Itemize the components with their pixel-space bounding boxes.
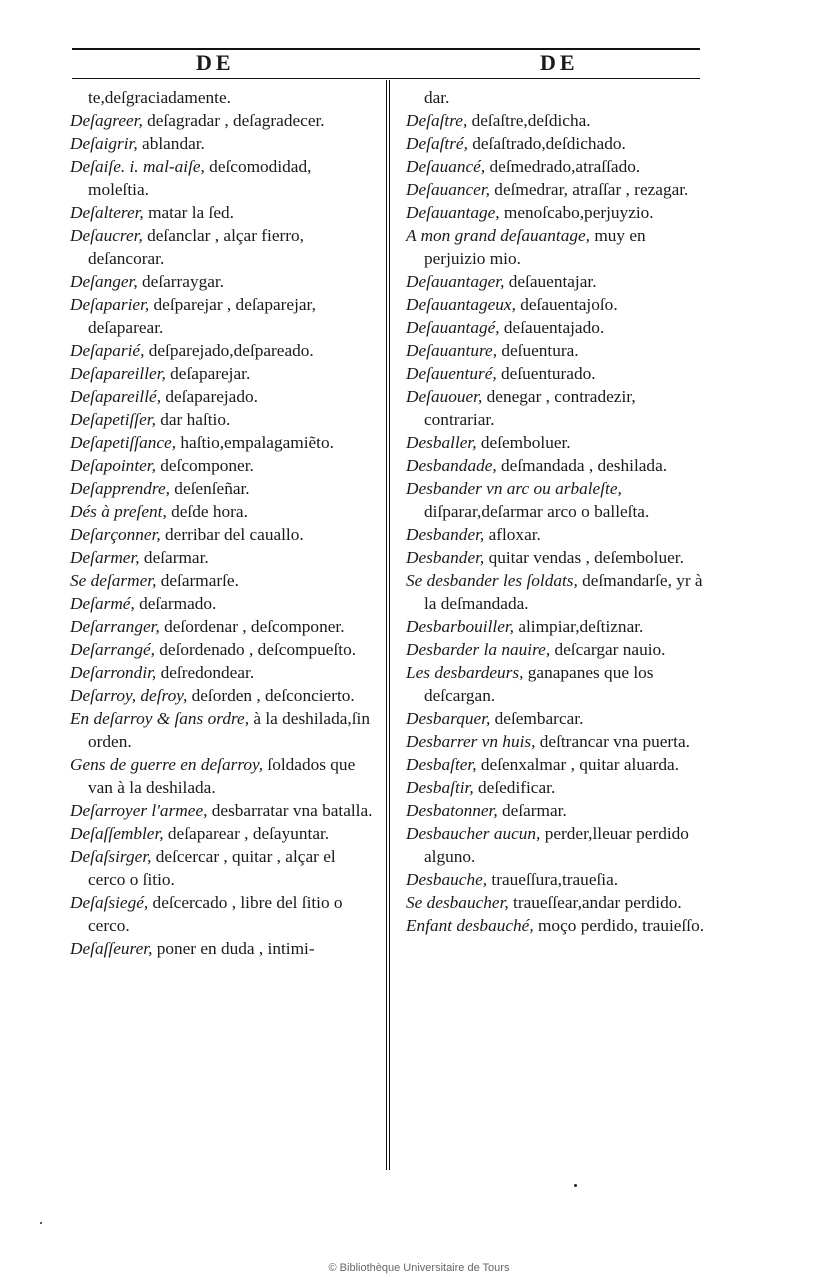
dictionary-entry bbox=[70, 155, 375, 201]
headword: Deſauancer, bbox=[406, 180, 490, 199]
definition: deſarmarſe. bbox=[156, 571, 239, 590]
definition: matar la ſed. bbox=[143, 203, 234, 222]
headword: Deſalterer, bbox=[70, 203, 144, 222]
dictionary-entry bbox=[70, 661, 375, 684]
definition: dar haſtio. bbox=[155, 410, 231, 429]
definition: te,deſgraciadamente. bbox=[88, 88, 231, 107]
definition: deſaparear , deſayuntar. bbox=[163, 824, 330, 843]
dictionary-entry bbox=[406, 477, 709, 523]
dictionary-entry bbox=[406, 132, 709, 155]
headword: Deſauantagé, bbox=[406, 318, 500, 337]
headword: Deſaucrer, bbox=[70, 226, 143, 245]
definition: alimpiar,deſtiznar. bbox=[514, 617, 644, 636]
definition: deſembarcar. bbox=[490, 709, 584, 728]
dictionary-entry bbox=[70, 224, 375, 270]
definition: deſparejar , deſaparejar, deſaparear. bbox=[88, 295, 316, 337]
dictionary-entry bbox=[70, 638, 375, 661]
dictionary-entry bbox=[70, 569, 375, 592]
definition: desbarratar vna batalla. bbox=[207, 801, 373, 820]
headword: Deſarrondir, bbox=[70, 663, 157, 682]
definition: deſarmar. bbox=[139, 548, 209, 567]
ink-speck bbox=[40, 1222, 42, 1224]
dictionary-entry bbox=[70, 799, 375, 822]
headword: Deſarranger, bbox=[70, 617, 160, 636]
headword: Desbatonner, bbox=[406, 801, 498, 820]
headword: Desbarrer vn huis, bbox=[406, 732, 536, 751]
definition: à la deshilada,ſin orden. bbox=[88, 709, 370, 751]
headword: Se desbander les ſoldats, bbox=[406, 571, 578, 590]
dictionary-entry bbox=[406, 454, 709, 477]
definition: deſarmar. bbox=[497, 801, 567, 820]
definition: deſaſtrado,deſdichado. bbox=[467, 134, 626, 153]
dictionary-entry bbox=[70, 132, 375, 155]
definition: dar. bbox=[424, 88, 450, 107]
headword: Desballer, bbox=[406, 433, 477, 452]
right-column bbox=[406, 86, 709, 937]
dictionary-entry bbox=[70, 270, 375, 293]
headword: Desbaſtir, bbox=[406, 778, 474, 797]
headword: Deſaſtré, bbox=[406, 134, 468, 153]
dictionary-entry bbox=[70, 339, 375, 362]
dictionary-entry bbox=[70, 431, 375, 454]
headword: En deſarroy & ſans ordre, bbox=[70, 709, 250, 728]
definition: deſanclar , alçar fierro, deſancorar. bbox=[88, 226, 304, 268]
definition: afloxar. bbox=[484, 525, 541, 544]
dictionary-entry bbox=[70, 86, 375, 109]
dictionary-entry bbox=[406, 201, 709, 224]
definition: haſtio,empalagamiẽto. bbox=[176, 433, 334, 452]
headword: Se deſarmer, bbox=[70, 571, 157, 590]
headword: Deſaiſe. i. mal-aiſe, bbox=[70, 157, 205, 176]
dictionary-entry bbox=[70, 707, 375, 753]
dictionary-entry bbox=[406, 868, 709, 891]
definition: deſarraygar. bbox=[137, 272, 225, 291]
headword: Deſarroyer l'armee, bbox=[70, 801, 208, 820]
dictionary-entry bbox=[70, 753, 375, 799]
dictionary-entry bbox=[406, 707, 709, 730]
definition: deſcercado , libre del ſitio o cerco. bbox=[88, 893, 343, 935]
headword: Deſapprendre, bbox=[70, 479, 170, 498]
dictionary-entry bbox=[70, 454, 375, 477]
headword: Les desbardeurs, bbox=[406, 663, 524, 682]
headword: Desbaucher aucun, bbox=[406, 824, 541, 843]
definition: traueſſura,traueſia. bbox=[487, 870, 619, 889]
headword: Deſauancé, bbox=[406, 157, 486, 176]
dictionary-entry bbox=[406, 914, 709, 937]
headword: Deſaſsirger, bbox=[70, 847, 152, 866]
definition: ſoldados que van à la deshilada. bbox=[88, 755, 356, 797]
headword: Deſapareillé, bbox=[70, 387, 162, 406]
definition: deſauentajado. bbox=[499, 318, 605, 337]
definition: ablandar. bbox=[137, 134, 205, 153]
dictionary-entry bbox=[70, 500, 375, 523]
headword: Dés à preſent, bbox=[70, 502, 167, 521]
headword: Desbander vn arc ou arbaleſte, bbox=[406, 479, 622, 498]
headword: Deſauanture, bbox=[406, 341, 498, 360]
headword: Desbander, bbox=[406, 525, 485, 544]
dictionary-entry bbox=[70, 891, 375, 937]
headword: Deſauantager, bbox=[406, 272, 505, 291]
definition: deſarmado. bbox=[134, 594, 217, 613]
headword: Deſauenturé, bbox=[406, 364, 497, 383]
dictionary-entry bbox=[70, 385, 375, 408]
dictionary-entry bbox=[406, 569, 709, 615]
definition: deſaparejar. bbox=[165, 364, 251, 383]
definition: deſauentajoſo. bbox=[515, 295, 618, 314]
dictionary-entry bbox=[406, 546, 709, 569]
definition: poner en duda , intimi- bbox=[152, 939, 315, 958]
definition: deſagradar , deſagradecer. bbox=[142, 111, 325, 130]
headword: Deſagreer, bbox=[70, 111, 143, 130]
definition: deſuenturado. bbox=[496, 364, 596, 383]
definition: diſparar,deſarmar arco o balleſta. bbox=[424, 502, 650, 521]
dictionary-entry bbox=[70, 293, 375, 339]
headword: Enfant desbauché, bbox=[406, 916, 534, 935]
headword: Deſaſſembler, bbox=[70, 824, 164, 843]
left-column bbox=[70, 86, 375, 960]
headword: Deſaſtre, bbox=[406, 111, 468, 130]
definition: deſedificar. bbox=[473, 778, 556, 797]
definition: muy en perjuizio mio. bbox=[424, 226, 646, 268]
dictionary-entry bbox=[406, 753, 709, 776]
headword: Se desbaucher, bbox=[406, 893, 509, 912]
definition: deſde hora. bbox=[166, 502, 248, 521]
dictionary-entry bbox=[406, 799, 709, 822]
definition: deſuentura. bbox=[497, 341, 579, 360]
dictionary-entry bbox=[406, 615, 709, 638]
dictionary-entry bbox=[406, 385, 709, 431]
dictionary-entry bbox=[406, 178, 709, 201]
dictionary-entry bbox=[70, 615, 375, 638]
dictionary-entry bbox=[70, 408, 375, 431]
definition: deſaparejado. bbox=[161, 387, 258, 406]
headword: Deſapareiller, bbox=[70, 364, 166, 383]
dictionary-entry bbox=[70, 822, 375, 845]
dictionary-entry bbox=[406, 822, 709, 868]
headword: Desbarbouiller, bbox=[406, 617, 515, 636]
dictionary-entry bbox=[406, 638, 709, 661]
dictionary-entry bbox=[406, 270, 709, 293]
headword: Desbauche, bbox=[406, 870, 488, 889]
definition: deſcercar , quitar , alçar el cerco o ſitio. bbox=[88, 847, 336, 889]
dictionary-entry bbox=[70, 592, 375, 615]
definition: quitar vendas , deſemboluer. bbox=[484, 548, 684, 567]
headword: Deſanger, bbox=[70, 272, 138, 291]
dictionary-entry bbox=[406, 661, 709, 707]
running-head-left: DE bbox=[196, 50, 235, 75]
top-rule bbox=[72, 48, 700, 50]
headword: Deſaparié, bbox=[70, 341, 145, 360]
headword: Deſarmer, bbox=[70, 548, 140, 567]
dictionary-entry bbox=[406, 293, 709, 316]
definition: deſmandada , deshilada. bbox=[496, 456, 668, 475]
headword: Deſaparier, bbox=[70, 295, 150, 314]
column-divider bbox=[386, 80, 390, 1170]
headword: Deſaſsiegé, bbox=[70, 893, 149, 912]
definition: moço perdido, trauieſſo. bbox=[533, 916, 705, 935]
definition: deſparejado,deſpareado. bbox=[144, 341, 314, 360]
dictionary-entry bbox=[406, 155, 709, 178]
dictionary-entry bbox=[70, 477, 375, 500]
definition: traueſſear,andar perdido. bbox=[508, 893, 682, 912]
dictionary-entry bbox=[406, 224, 709, 270]
dictionary-entry bbox=[70, 845, 375, 891]
dictionary-entry bbox=[406, 523, 709, 546]
headword: Deſapetiſſer, bbox=[70, 410, 156, 429]
definition: deſcomodidad, moleſtia. bbox=[88, 157, 312, 199]
dictionary-entry bbox=[70, 362, 375, 385]
dictionary-entry bbox=[406, 316, 709, 339]
dictionary-entry bbox=[70, 109, 375, 132]
headword: Deſarroy, deſroy, bbox=[70, 686, 188, 705]
headword: Deſaigrir, bbox=[70, 134, 138, 153]
dictionary-entry bbox=[406, 776, 709, 799]
dictionary-entry bbox=[406, 891, 709, 914]
headword: Deſarmé, bbox=[70, 594, 135, 613]
copyright-footer: © Bibliothèque Universitaire de Tours bbox=[328, 1262, 510, 1274]
headword: Deſauantageux, bbox=[406, 295, 516, 314]
headword: Deſapetiſſance, bbox=[70, 433, 177, 452]
definition: deſmandarſe, yr à la deſmandada. bbox=[424, 571, 703, 613]
definition: deſordenar , deſcomponer. bbox=[159, 617, 345, 636]
definition: deſauentajar. bbox=[504, 272, 597, 291]
running-head-right: DE bbox=[540, 50, 579, 75]
headword: Deſauantage, bbox=[406, 203, 500, 222]
headword: Desbander, bbox=[406, 548, 485, 567]
definition: deſordenado , deſcompueſto. bbox=[154, 640, 357, 659]
headword: Deſarrangé, bbox=[70, 640, 155, 659]
definition: deſaſtre,deſdicha. bbox=[467, 111, 591, 130]
headword: A mon grand deſauantage, bbox=[406, 226, 591, 245]
definition: deſenxalmar , quitar aluarda. bbox=[476, 755, 680, 774]
headword: Deſauouer, bbox=[406, 387, 483, 406]
definition: deſredondear. bbox=[156, 663, 255, 682]
dictionary-entry bbox=[70, 937, 375, 960]
headword: Gens de guerre en deſarroy, bbox=[70, 755, 264, 774]
headword: Desbarder la nauire, bbox=[406, 640, 551, 659]
headword: Deſaſſeurer, bbox=[70, 939, 153, 958]
definition: deſenſeñar. bbox=[169, 479, 250, 498]
dictionary-entry bbox=[70, 201, 375, 224]
definition: deſcargar nauio. bbox=[550, 640, 666, 659]
definition: menoſcabo,perjuyzio. bbox=[499, 203, 654, 222]
headword: Desbarquer, bbox=[406, 709, 491, 728]
definition: perder,lleuar perdido alguno. bbox=[424, 824, 689, 866]
headword: Deſapointer, bbox=[70, 456, 156, 475]
header-rule bbox=[72, 78, 700, 79]
headword: Desbandade, bbox=[406, 456, 497, 475]
definition: deſmedrado,atraſſado. bbox=[485, 157, 641, 176]
dictionary-entry bbox=[406, 86, 709, 109]
dictionary-entry bbox=[406, 431, 709, 454]
definition: deſemboluer. bbox=[476, 433, 571, 452]
definition: deſorden , deſconcierto. bbox=[187, 686, 355, 705]
headword: Desbaſter, bbox=[406, 755, 477, 774]
dictionary-entry bbox=[406, 730, 709, 753]
definition: ganapanes que los deſcargan. bbox=[424, 663, 654, 705]
dictionary-entry bbox=[406, 339, 709, 362]
dictionary-entry bbox=[406, 109, 709, 132]
headword: Deſarçonner, bbox=[70, 525, 161, 544]
definition: denegar , contradezir, contrariar. bbox=[424, 387, 636, 429]
definition: deſtrancar vna puerta. bbox=[535, 732, 690, 751]
definition: deſmedrar, atraſſar , rezagar. bbox=[489, 180, 689, 199]
ink-speck bbox=[574, 1184, 577, 1187]
dictionary-entry bbox=[70, 546, 375, 569]
dictionary-entry bbox=[70, 684, 375, 707]
definition: derribar del cauallo. bbox=[160, 525, 304, 544]
dictionary-entry bbox=[406, 362, 709, 385]
dictionary-entry bbox=[70, 523, 375, 546]
definition: deſcomponer. bbox=[155, 456, 254, 475]
